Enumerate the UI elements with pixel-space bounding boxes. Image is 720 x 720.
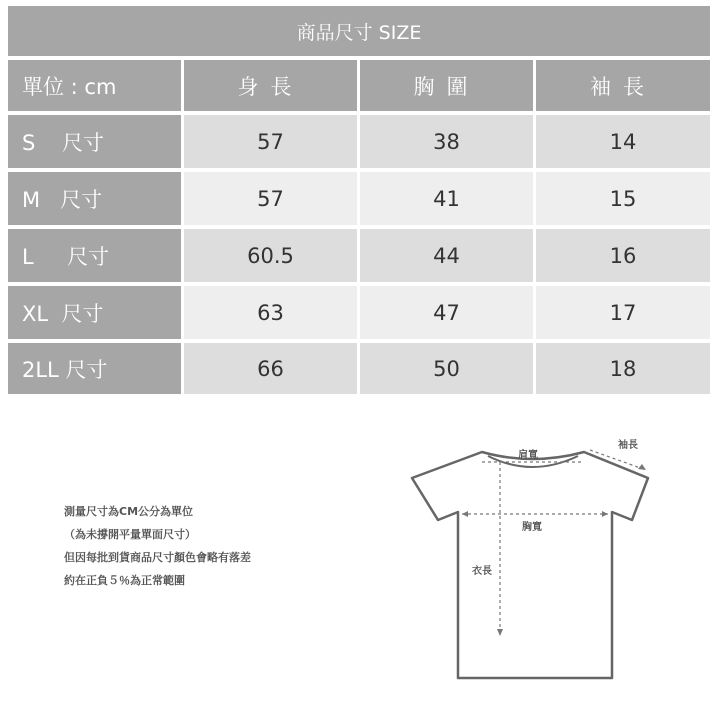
sleeve-length-label: 袖長: [618, 440, 638, 451]
header-unit: 單位 : cm: [8, 60, 181, 111]
cell-sleeve-length: 15: [536, 172, 710, 225]
note-line: 測量尺寸為CM公分為單位: [64, 505, 194, 518]
cell-sleeve-length: 18: [536, 343, 710, 394]
row-size-label: S 尺寸: [8, 115, 181, 168]
cell-chest: 47: [360, 286, 533, 339]
note-line: 約在正負５％為正常範圍: [64, 574, 185, 587]
cell-body-length: 66: [184, 343, 357, 394]
header-sleeve-length: 袖長: [536, 60, 710, 111]
cell-chest: 38: [360, 115, 533, 168]
cell-sleeve-length: 14: [536, 115, 710, 168]
row-size-label: 2LL 尺寸: [8, 343, 181, 394]
row-size-label: L 尺寸: [8, 229, 181, 282]
tshirt-measurement-diagram: [400, 428, 670, 688]
cell-chest: 44: [360, 229, 533, 282]
header-body-length: 身長: [184, 60, 357, 111]
cell-body-length: 57: [184, 115, 357, 168]
chest-width-label: 胸寬: [522, 522, 542, 533]
cell-body-length: 60.5: [184, 229, 357, 282]
tshirt-icon: [400, 428, 670, 688]
note-line: 但因每批到貨商品尺寸顏色會略有落差: [64, 551, 251, 564]
cell-body-length: 63: [184, 286, 357, 339]
cell-sleeve-length: 17: [536, 286, 710, 339]
note-line: （為未撐開平量單面尺寸）: [64, 528, 196, 541]
cell-chest: 41: [360, 172, 533, 225]
header-chest: 胸圍: [360, 60, 533, 111]
shoulder-width-label: 肩寬: [518, 450, 538, 461]
cell-sleeve-length: 16: [536, 229, 710, 282]
cell-body-length: 57: [184, 172, 357, 225]
row-size-label: XL 尺寸: [8, 286, 181, 339]
measurement-notes: [64, 500, 334, 592]
cell-chest: 50: [360, 343, 533, 394]
table-title: 商品尺寸 SIZE: [8, 6, 710, 56]
body-length-label: 衣長: [472, 566, 492, 577]
row-size-label: M 尺寸: [8, 172, 181, 225]
